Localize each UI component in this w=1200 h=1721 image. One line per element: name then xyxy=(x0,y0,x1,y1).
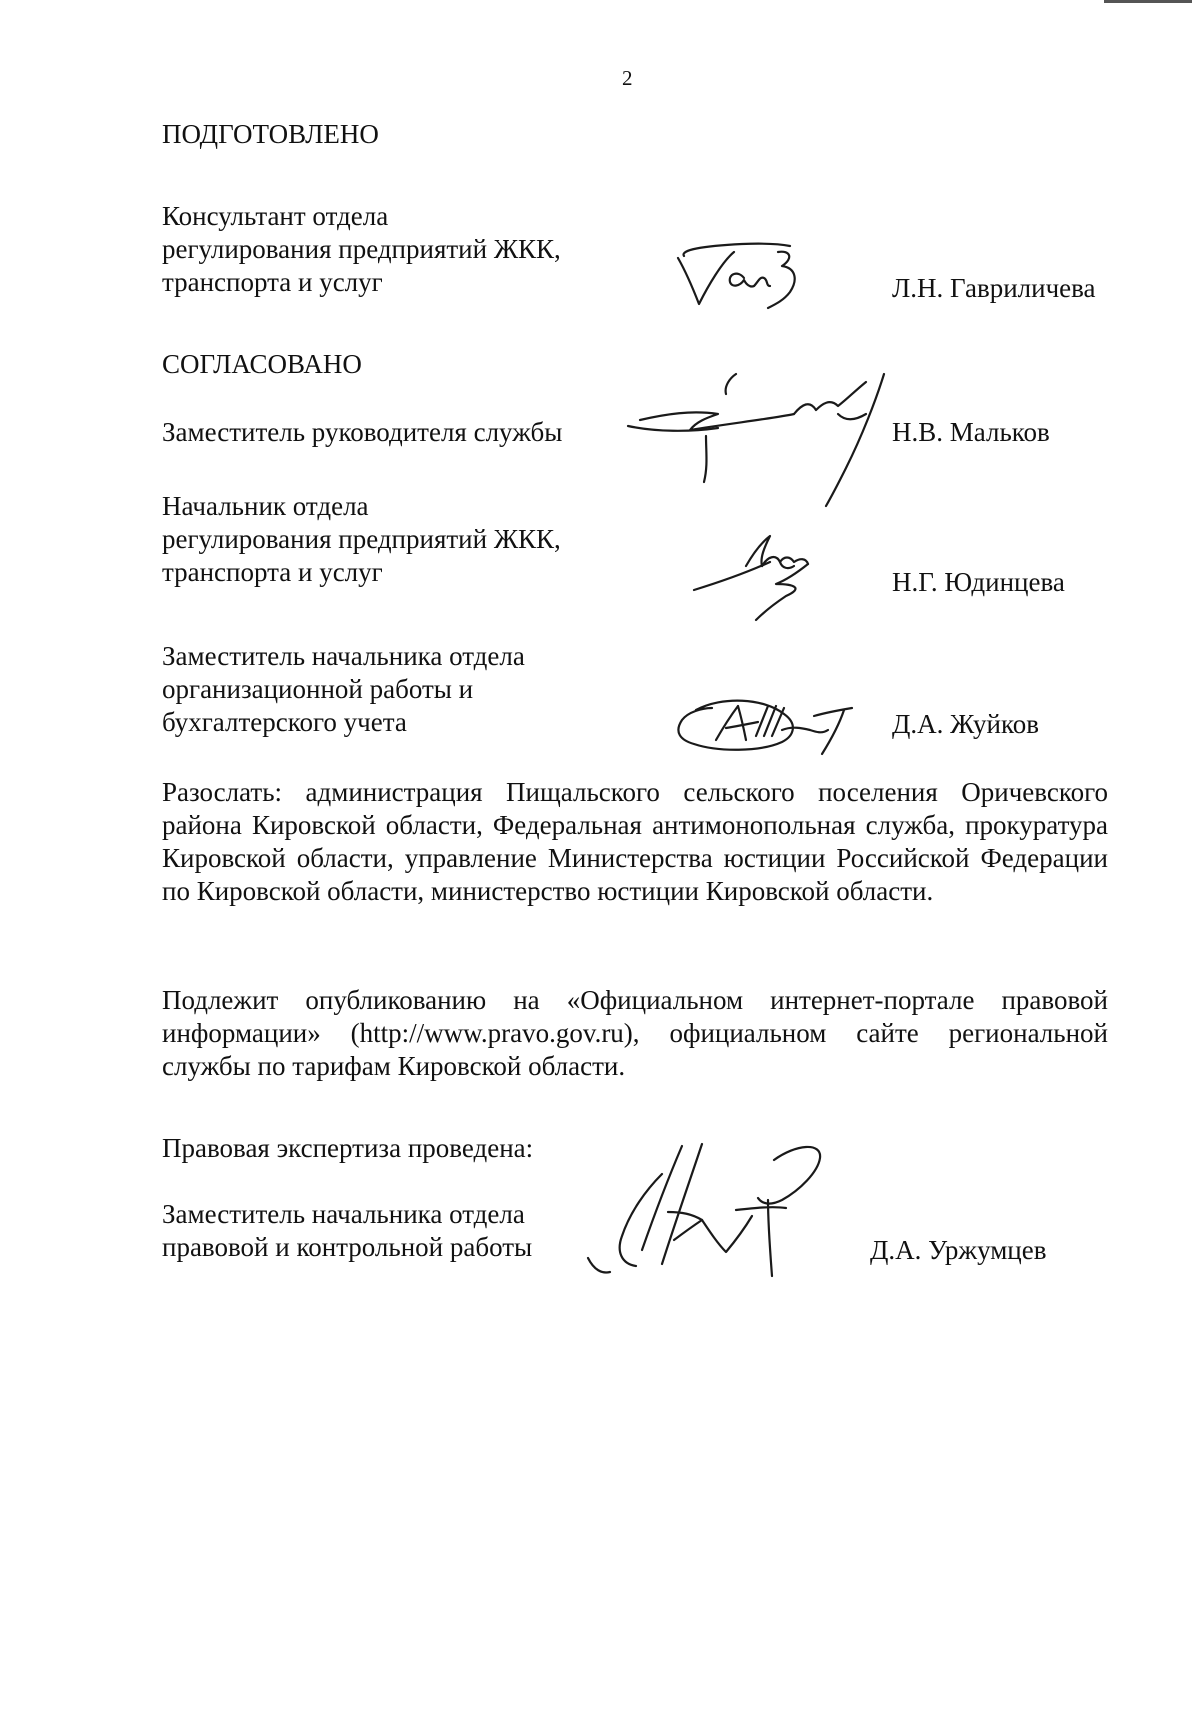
signature-malkov xyxy=(626,360,898,510)
prepared-position-line-2: регулирования предприятий ЖКК, xyxy=(162,234,561,264)
signature-zhuikov xyxy=(672,690,872,758)
agreed-name-1: Н.В. Мальков xyxy=(892,417,1050,447)
agreed-position-1: Заместитель руководителя службы xyxy=(162,417,563,447)
agreed-heading: СОГЛАСОВАНО xyxy=(162,349,362,379)
agreed-name-3: Д.А. Жуйков xyxy=(892,709,1039,739)
prepared-position xyxy=(162,200,561,299)
publication-notice: Подлежит опубликованию на «Официальном интернет-портале правовой информации» (http://www.pravo.gov.ru), официальном сайте региональной службы по тарифам Кировской области. xyxy=(162,985,1108,1081)
prepared-position-line-3: транспорта и услуг xyxy=(162,267,383,297)
agreed-position-3-line-3: бухгалтерского учета xyxy=(162,707,407,737)
prepared-heading: ПОДГОТОВЛЕНО xyxy=(162,119,379,149)
signature-gavrilicheva xyxy=(672,238,817,312)
prepared-position-line-1: Консультант отдела xyxy=(162,201,389,231)
agreed-position-2-line-3: транспорта и услуг xyxy=(162,557,383,587)
scan-edge-mark xyxy=(1104,0,1192,3)
legal-review-heading: Правовая экспертиза проведена: xyxy=(162,1133,534,1163)
prepared-name: Л.Н. Гавриличева xyxy=(892,273,1096,303)
agreed-position-3 xyxy=(162,640,525,739)
distribution-list: Разослать: администрация Пищальского сельского поселения Оричевского района Кировской области, Федеральная антимонопольная служба, прокуратура Кировской области, управление Министерства юстиции Российской Федерации по Кировской области, министерство юстиции Кировской области. xyxy=(162,777,1108,906)
agreed-position-2-line-1: Начальник отдела xyxy=(162,491,369,521)
legal-review-position-line-2: правовой и контрольной работы xyxy=(162,1232,533,1262)
legal-review-position xyxy=(162,1198,532,1264)
agreed-position-2 xyxy=(162,490,561,589)
agreed-position-2-line-2: регулирования предприятий ЖКК, xyxy=(162,524,561,554)
legal-review-position-line-1: Заместитель начальника отдела xyxy=(162,1199,525,1229)
agreed-position-3-line-2: организационной работы и xyxy=(162,674,474,704)
agreed-position-3-line-1: Заместитель начальника отдела xyxy=(162,641,525,671)
legal-review-name: Д.А. Уржумцев xyxy=(870,1235,1047,1265)
signature-yudintseva xyxy=(690,532,820,624)
page-number: 2 xyxy=(622,66,633,90)
signature-urzhumtsev xyxy=(586,1140,846,1280)
agreed-name-2: Н.Г. Юдинцева xyxy=(892,567,1065,597)
